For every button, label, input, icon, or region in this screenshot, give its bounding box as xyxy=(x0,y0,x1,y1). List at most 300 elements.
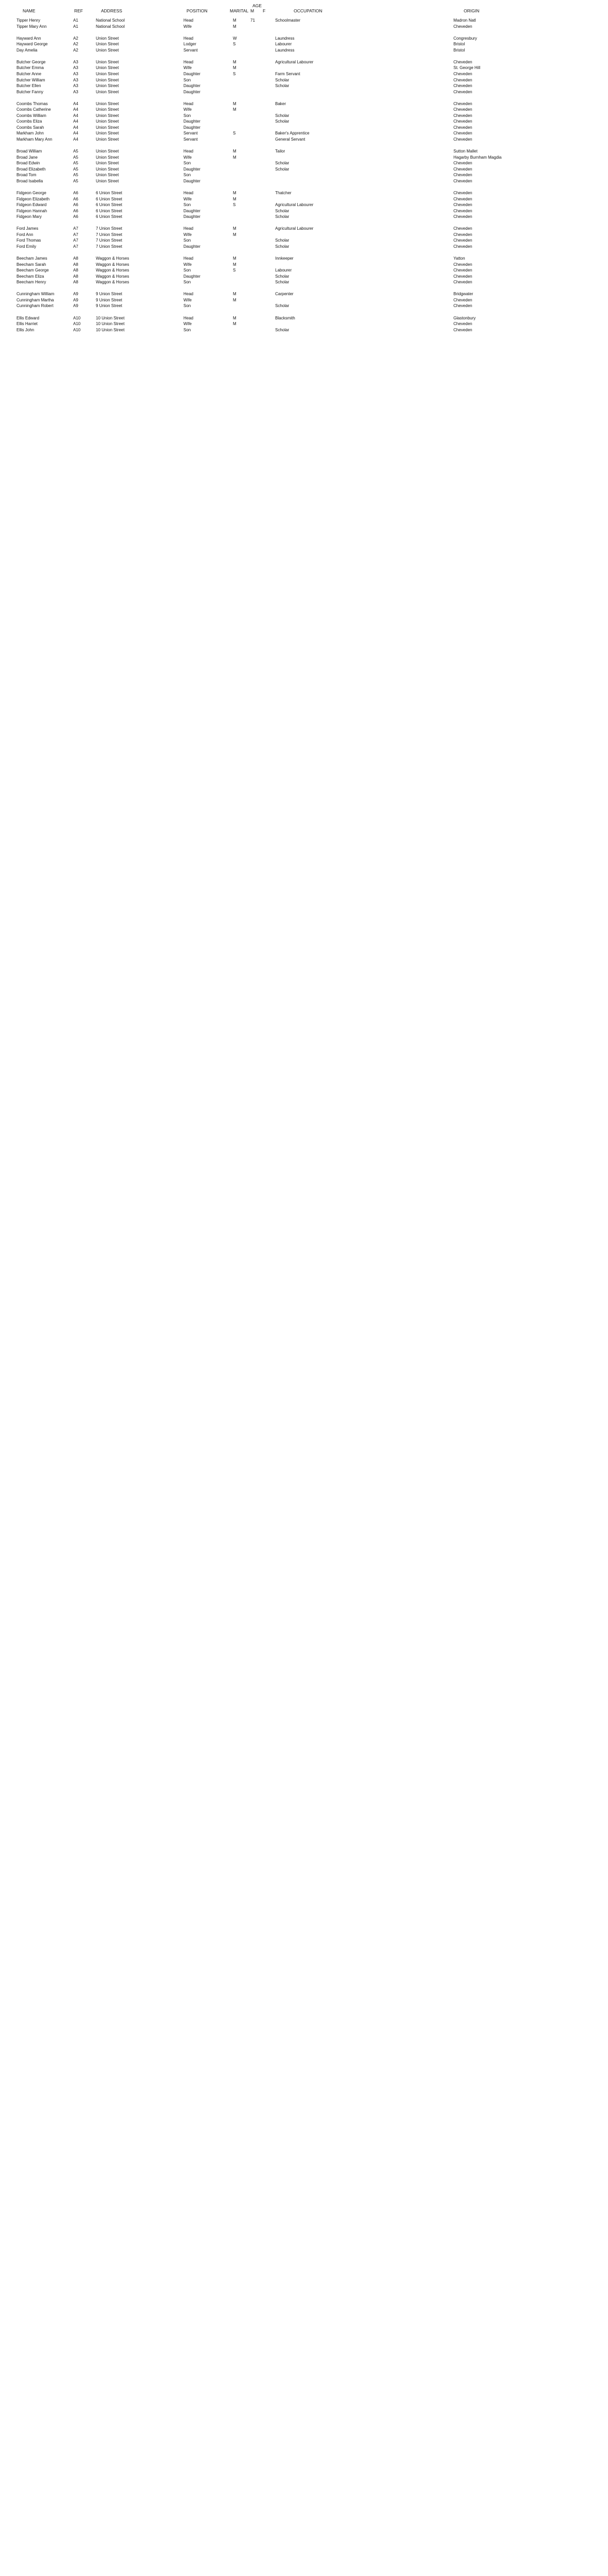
record-ref: A1 xyxy=(73,18,78,23)
record-ref: A3 xyxy=(73,59,78,64)
record-address: 10 Union Street xyxy=(96,327,125,332)
record-name: Ford James xyxy=(16,226,39,231)
table-row xyxy=(0,107,608,112)
record-marital: M xyxy=(233,297,237,302)
record-origin: Cheveden xyxy=(453,202,472,208)
record-name: Tipper Henry xyxy=(16,18,40,23)
table-row xyxy=(0,125,608,130)
record-marital: M xyxy=(233,256,237,261)
record-position: Head xyxy=(183,59,194,64)
record-occupation: Scholar xyxy=(275,327,290,332)
record-occupation: Scholar xyxy=(275,83,290,89)
record-occupation: Scholar xyxy=(275,166,290,172)
record-occupation: Scholar xyxy=(275,303,290,309)
record-position: Servant xyxy=(183,47,198,53)
record-occupation: Laundress xyxy=(275,36,295,41)
header-age-f: F xyxy=(263,8,266,13)
record-ref: A7 xyxy=(73,244,78,249)
record-occupation: Agricultural Labourer xyxy=(275,202,314,208)
record-origin: Cheveden xyxy=(453,190,472,195)
record-position: Wife xyxy=(183,196,192,201)
record-marital: M xyxy=(233,155,237,160)
table-row xyxy=(0,291,608,297)
record-name: Hayward Ann xyxy=(16,36,41,41)
record-name: Butcher George xyxy=(16,59,46,64)
record-name: Beecham James xyxy=(16,256,47,261)
record-marital: S xyxy=(233,268,236,273)
table-row xyxy=(0,41,608,47)
table-row xyxy=(0,208,608,214)
record-name: Cunningham William xyxy=(16,292,55,297)
record-address: Union Street xyxy=(96,107,119,112)
record-origin: Yatton xyxy=(453,256,465,261)
record-marital: M xyxy=(233,190,237,195)
header-marital: MARITAL xyxy=(230,8,249,13)
record-marital: M xyxy=(233,101,237,106)
record-position: Daughter xyxy=(183,83,200,89)
record-origin: Cheveden xyxy=(453,119,472,124)
table-row xyxy=(0,101,608,107)
record-marital: M xyxy=(233,226,237,231)
record-position: Wife xyxy=(183,65,192,71)
table-row xyxy=(0,315,608,321)
header-address: ADDRESS xyxy=(101,8,123,13)
record-occupation: Scholar xyxy=(275,238,290,243)
record-name: Broad Tom xyxy=(16,173,37,178)
record-occupation: Innkeeper xyxy=(275,256,294,261)
table-row xyxy=(0,196,608,202)
record-origin: Cheveden xyxy=(453,161,472,166)
record-position: Head xyxy=(183,101,194,106)
record-ref: A4 xyxy=(73,125,78,130)
record-origin: Cheveden xyxy=(453,262,472,267)
table-row xyxy=(0,321,608,327)
record-address: 6 Union Street xyxy=(96,214,123,219)
record-address: Waggon & Horses xyxy=(96,280,129,285)
table-row xyxy=(0,29,608,35)
record-marital: S xyxy=(233,42,236,47)
record-origin: Cheveden xyxy=(453,178,472,183)
record-position: Daughter xyxy=(183,208,200,213)
table-row xyxy=(0,148,608,154)
record-name: Ford Thomas xyxy=(16,238,41,243)
record-address: 7 Union Street xyxy=(96,232,123,237)
record-ref: A4 xyxy=(73,131,78,136)
table-row xyxy=(0,130,608,136)
record-origin: Cheveden xyxy=(453,173,472,178)
record-ref: A5 xyxy=(73,173,78,178)
record-ref: A8 xyxy=(73,262,78,267)
record-position: Son xyxy=(183,280,191,285)
record-name: Fidgeon Hannah xyxy=(16,208,47,213)
record-ref: A7 xyxy=(73,238,78,243)
record-name: Butcher William xyxy=(16,77,45,82)
record-name: Cunningham Robert xyxy=(16,303,54,309)
header-name: NAME xyxy=(23,8,36,13)
record-marital: M xyxy=(233,232,237,237)
record-origin: Cheveden xyxy=(453,268,472,273)
record-occupation: Baker xyxy=(275,101,286,106)
record-address: Union Street xyxy=(96,47,119,53)
record-occupation: Laundress xyxy=(275,47,295,53)
record-name: Beecham George xyxy=(16,268,49,273)
table-row xyxy=(0,232,608,238)
record-ref: A5 xyxy=(73,149,78,154)
record-occupation: Agricultural Labourer xyxy=(275,59,314,64)
table-row xyxy=(0,309,608,315)
record-position: Head xyxy=(183,315,194,320)
record-name: Beecham Eliza xyxy=(16,274,44,279)
record-address: 6 Union Street xyxy=(96,190,123,195)
table-row xyxy=(0,244,608,249)
record-occupation: Scholar xyxy=(275,119,290,124)
record-origin: Bristol xyxy=(453,42,465,47)
record-name: Beecham Sarah xyxy=(16,262,46,267)
record-name: Butcher Anne xyxy=(16,71,42,76)
record-address: Union Street xyxy=(96,173,119,178)
table-row xyxy=(0,113,608,118)
record-origin: Cheveden xyxy=(453,137,472,142)
header-occupation: OCCUPATION xyxy=(294,8,323,13)
record-name: Butcher Ellen xyxy=(16,83,41,89)
record-name: Hayward George xyxy=(16,42,48,47)
record-origin: Cheveden xyxy=(453,232,472,237)
header-origin: ORIGIN xyxy=(464,8,480,13)
record-position: Wife xyxy=(183,232,192,237)
record-position: Son xyxy=(183,327,191,332)
table-row xyxy=(0,71,608,77)
record-origin: Cheveden xyxy=(453,303,472,309)
record-position: Daughter xyxy=(183,214,200,219)
table-row xyxy=(0,214,608,219)
table-row xyxy=(0,24,608,29)
record-marital: M xyxy=(233,292,237,297)
record-ref: A2 xyxy=(73,47,78,53)
table-row xyxy=(0,303,608,309)
record-address: 10 Union Street xyxy=(96,321,125,327)
record-address: 9 Union Street xyxy=(96,303,123,309)
table-row xyxy=(0,118,608,124)
record-ref: A1 xyxy=(73,24,78,29)
record-name: Broad Jane xyxy=(16,155,38,160)
table-row xyxy=(0,190,608,196)
record-ref: A9 xyxy=(73,297,78,302)
table-row xyxy=(0,83,608,89)
record-position: Daughter xyxy=(183,119,200,124)
record-name: Ford Ann xyxy=(16,232,33,237)
record-occupation: Scholar xyxy=(275,274,290,279)
record-address: Union Street xyxy=(96,36,119,41)
table-row xyxy=(0,202,608,208)
record-position: Head xyxy=(183,149,194,154)
table-row xyxy=(0,89,608,95)
record-origin: Cheveden xyxy=(453,24,472,29)
record-occupation: Farm Servant xyxy=(275,71,300,76)
record-name: Broad Isabella xyxy=(16,178,43,183)
record-origin: Cheveden xyxy=(453,107,472,112)
record-name: Ellis Edward xyxy=(16,315,40,320)
record-position: Wife xyxy=(183,321,192,327)
header-ref: REF xyxy=(74,8,83,13)
record-position: Wife xyxy=(183,107,192,112)
table-row xyxy=(0,166,608,172)
record-ref: A8 xyxy=(73,280,78,285)
record-position: Head xyxy=(183,292,194,297)
record-origin: Cheveden xyxy=(453,214,472,219)
record-position: Son xyxy=(183,303,191,309)
record-address: 9 Union Street xyxy=(96,292,123,297)
record-origin: Cheveden xyxy=(453,113,472,118)
record-address: Union Street xyxy=(96,155,119,160)
table-row xyxy=(0,297,608,303)
record-ref: A6 xyxy=(73,196,78,201)
record-position: Daughter xyxy=(183,89,200,94)
record-occupation: Scholar xyxy=(275,208,290,213)
record-address: Union Street xyxy=(96,83,119,89)
record-position: Servant xyxy=(183,137,198,142)
record-origin: Cheveden xyxy=(453,101,472,106)
table-row xyxy=(0,238,608,243)
record-origin: Cheveden xyxy=(453,196,472,201)
record-origin: Sutton Mallet xyxy=(453,149,478,154)
record-ref: A4 xyxy=(73,113,78,118)
table-row xyxy=(0,267,608,273)
record-name: Broad Edwin xyxy=(16,161,40,166)
record-origin: Cheveden xyxy=(453,327,472,332)
record-occupation: Scholar xyxy=(275,161,290,166)
record-ref: A3 xyxy=(73,77,78,82)
record-origin: Bridgwater xyxy=(453,292,474,297)
record-name: Fidgeon George xyxy=(16,190,46,195)
record-occupation: Baker's Apprentice xyxy=(275,131,310,136)
record-position: Head xyxy=(183,226,194,231)
table-row xyxy=(0,47,608,53)
record-origin: Cheveden xyxy=(453,59,472,64)
table-row xyxy=(0,155,608,160)
record-position: Daughter xyxy=(183,71,200,76)
record-origin: Cheveden xyxy=(453,244,472,249)
record-ref: A10 xyxy=(73,327,81,332)
record-address: Union Street xyxy=(96,149,119,154)
record-address: 6 Union Street xyxy=(96,208,123,213)
record-address: Union Street xyxy=(96,137,119,142)
record-ref: A3 xyxy=(73,83,78,89)
record-name: Cunningham Martha xyxy=(16,297,54,302)
record-occupation: General Servant xyxy=(275,137,306,142)
record-position: Son xyxy=(183,161,191,166)
record-position: Son xyxy=(183,173,191,178)
record-address: Union Street xyxy=(96,125,119,130)
record-name: Broad Elizabeth xyxy=(16,166,46,172)
record-name: Coombs William xyxy=(16,113,46,118)
record-address: Union Street xyxy=(96,65,119,71)
record-address: 7 Union Street xyxy=(96,238,123,243)
record-ref: A4 xyxy=(73,137,78,142)
record-name: Markham John xyxy=(16,131,44,136)
record-name: Butcher Fanny xyxy=(16,89,44,94)
record-address: 7 Union Street xyxy=(96,244,123,249)
record-position: Head xyxy=(183,36,194,41)
record-ref: A8 xyxy=(73,274,78,279)
record-occupation: Labourer xyxy=(275,42,292,47)
table-row xyxy=(0,53,608,59)
record-name: Ford Emily xyxy=(16,244,37,249)
record-occupation: Tailor xyxy=(275,149,285,154)
record-address: Union Street xyxy=(96,178,119,183)
record-ref: A8 xyxy=(73,256,78,261)
record-marital: M xyxy=(233,107,237,112)
record-ref: A9 xyxy=(73,292,78,297)
table-row xyxy=(0,172,608,178)
record-origin: Cheveden xyxy=(453,297,472,302)
record-address: Union Street xyxy=(96,166,119,172)
record-origin: Cheveden xyxy=(453,125,472,130)
record-name: Butcher Emma xyxy=(16,65,44,71)
record-address: Waggon & Horses xyxy=(96,262,129,267)
table-row xyxy=(0,220,608,226)
record-origin: Bristol xyxy=(453,47,465,53)
record-position: Daughter xyxy=(183,178,200,183)
record-ref: A6 xyxy=(73,208,78,213)
record-marital: M xyxy=(233,196,237,201)
table-row xyxy=(0,184,608,190)
record-name: Day Amelia xyxy=(16,47,38,53)
record-ref: A4 xyxy=(73,119,78,124)
record-origin: Cheveden xyxy=(453,77,472,82)
record-position: Head xyxy=(183,190,194,195)
table-row xyxy=(0,226,608,231)
table-row xyxy=(0,274,608,279)
header-position: POSITION xyxy=(187,8,208,13)
record-name: Broad William xyxy=(16,149,42,154)
record-address: National School xyxy=(96,18,125,23)
record-occupation: Blacksmith xyxy=(275,315,295,320)
record-marital: S xyxy=(233,71,236,76)
record-age: 71 xyxy=(250,18,255,23)
table-row xyxy=(0,18,608,23)
record-occupation: Carpenter xyxy=(275,292,294,297)
record-origin: Cheveden xyxy=(453,83,472,89)
table-row xyxy=(0,279,608,285)
table-row xyxy=(0,77,608,83)
record-occupation: Agricultural Labourer xyxy=(275,226,314,231)
record-ref: A10 xyxy=(73,315,81,320)
record-position: Daughter xyxy=(183,125,200,130)
record-position: Head xyxy=(183,18,194,23)
record-ref: A6 xyxy=(73,190,78,195)
record-ref: A5 xyxy=(73,166,78,172)
record-ref: A3 xyxy=(73,65,78,71)
record-marital: M xyxy=(233,315,237,320)
table-row xyxy=(0,256,608,261)
record-occupation: Scholar xyxy=(275,214,290,219)
table-row xyxy=(0,262,608,267)
record-ref: A3 xyxy=(73,71,78,76)
record-marital: M xyxy=(233,59,237,64)
header-age-m: M xyxy=(250,8,255,13)
record-ref: A3 xyxy=(73,89,78,94)
record-name: Fidgeon Mary xyxy=(16,214,42,219)
record-marital: M xyxy=(233,24,237,29)
record-name: Coombs Thomas xyxy=(16,101,48,106)
record-marital: M xyxy=(233,65,237,71)
table-row xyxy=(0,160,608,166)
table-row xyxy=(0,327,608,333)
record-ref: A6 xyxy=(73,214,78,219)
record-position: Son xyxy=(183,113,191,118)
record-origin: Cheveden xyxy=(453,166,472,172)
record-origin: Cheveden xyxy=(453,131,472,136)
column-header xyxy=(0,3,608,18)
record-occupation: Scholar xyxy=(275,113,290,118)
record-ref: A7 xyxy=(73,226,78,231)
record-address: Waggon & Horses xyxy=(96,268,129,273)
record-ref: A10 xyxy=(73,321,81,327)
record-origin: Cheveden xyxy=(453,208,472,213)
record-name: Fidgeon Edward xyxy=(16,202,47,208)
record-occupation: Scholar xyxy=(275,77,290,82)
record-position: Son xyxy=(183,238,191,243)
record-address: Union Street xyxy=(96,113,119,118)
table-row xyxy=(0,143,608,148)
record-name: Coombs Eliza xyxy=(16,119,42,124)
record-address: Union Street xyxy=(96,77,119,82)
record-ref: A6 xyxy=(73,202,78,208)
record-ref: A7 xyxy=(73,232,78,237)
record-marital: S xyxy=(233,202,236,208)
record-address: Union Street xyxy=(96,101,119,106)
record-address: Union Street xyxy=(96,42,119,47)
table-row xyxy=(0,285,608,291)
record-address: Waggon & Horses xyxy=(96,256,129,261)
record-address: 9 Union Street xyxy=(96,297,123,302)
table-row xyxy=(0,95,608,100)
record-position: Wife xyxy=(183,297,192,302)
record-origin: Cheveden xyxy=(453,89,472,94)
record-position: Head xyxy=(183,256,194,261)
record-address: Union Street xyxy=(96,161,119,166)
table-row xyxy=(0,137,608,142)
record-address: Union Street xyxy=(96,59,119,64)
record-address: 6 Union Street xyxy=(96,196,123,201)
record-origin: Cheveden xyxy=(453,226,472,231)
record-position: Wife xyxy=(183,24,192,29)
record-position: Daughter xyxy=(183,166,200,172)
table-row xyxy=(0,249,608,255)
record-name: Tipper Mary Ann xyxy=(16,24,47,29)
record-marital: M xyxy=(233,18,237,23)
record-position: Servant xyxy=(183,131,198,136)
record-origin: Hagarby Burnham Magdia xyxy=(453,155,502,160)
record-position: Son xyxy=(183,202,191,208)
table-row xyxy=(0,36,608,41)
record-ref: A9 xyxy=(73,303,78,309)
record-name: Markham Mary Ann xyxy=(16,137,53,142)
record-ref: A4 xyxy=(73,107,78,112)
record-occupation: Thatcher xyxy=(275,190,292,195)
record-address: Waggon & Horses xyxy=(96,274,129,279)
record-position: Lodger xyxy=(183,42,196,47)
record-origin: Cheveden xyxy=(453,280,472,285)
record-marital: M xyxy=(233,262,237,267)
record-ref: A2 xyxy=(73,42,78,47)
record-position: Wife xyxy=(183,262,192,267)
record-marital: W xyxy=(233,36,237,41)
record-ref: A5 xyxy=(73,178,78,183)
record-ref: A5 xyxy=(73,155,78,160)
record-position: Daughter xyxy=(183,274,200,279)
record-name: Beecham Henry xyxy=(16,280,46,285)
